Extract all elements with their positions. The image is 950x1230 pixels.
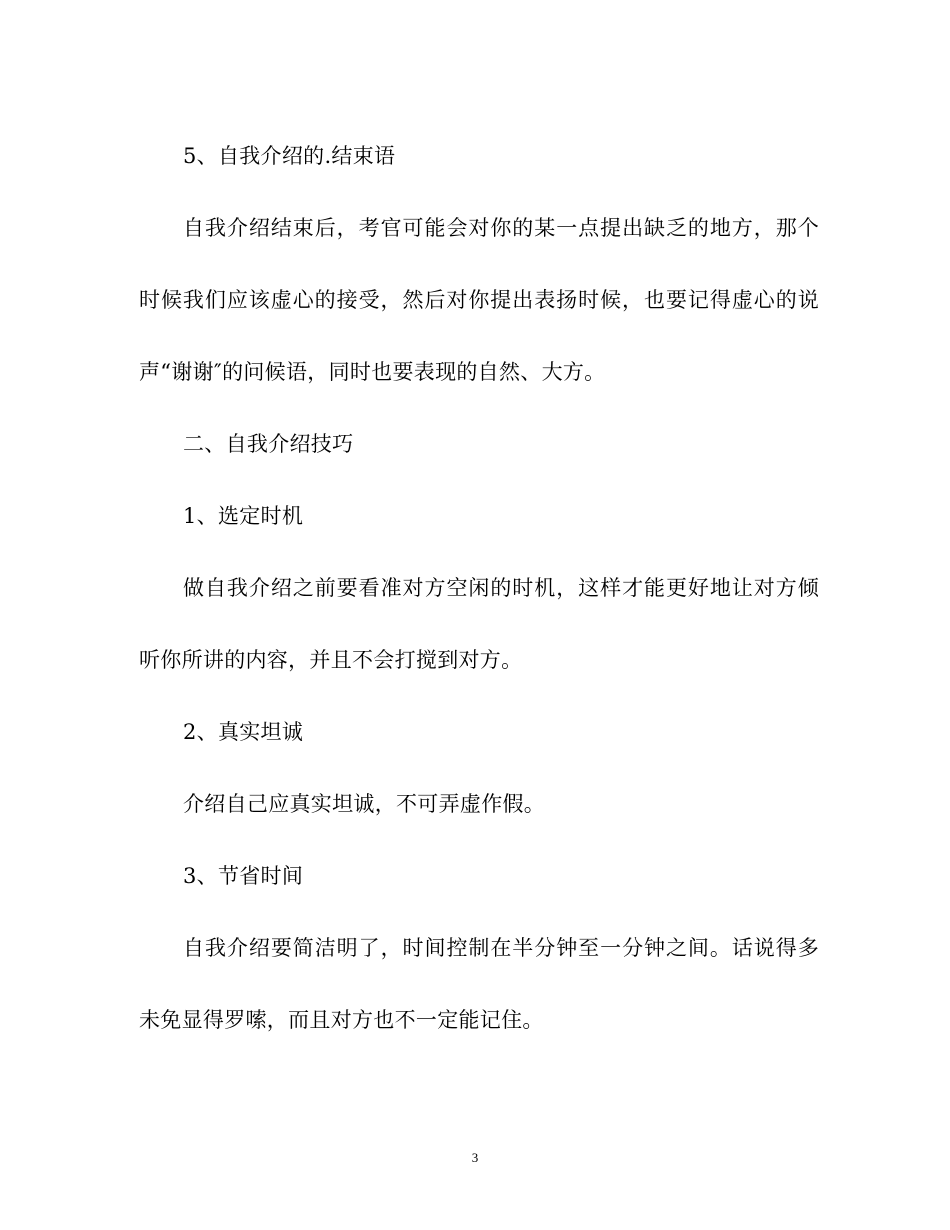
page-number: 3 — [471, 1150, 479, 1165]
paragraph-timing: 做自我介绍之前要看准对方空闲的时机，这样才能更好地让对方倾听你所讲的内容，并且不会打搅到对方。 — [139, 576, 819, 672]
paragraph-honesty: 介绍自己应真实坦诚，不可弄虚作假。 — [183, 792, 546, 816]
paragraph-closing-remarks: 自我介绍结束后，考官可能会对你的某一点提出缺乏的地方，那个时候我们应该虚心的接受，然后对你提出表扬时候，也要记得虚心的说声“谢谢″的问候语，同时也要表现的自然、大方。 — [139, 216, 819, 384]
heading-timing: 1、选定时机 — [183, 504, 304, 528]
paragraph-save-time: 自我介绍要简洁明了，时间控制在半分钟至一分钟之间。话说得多未免显得罗嗦，而且对方也不一定能记住。 — [139, 936, 819, 1032]
heading-honesty: 2、真实坦诚 — [183, 720, 304, 744]
section-heading-techniques: 二、自我介绍技巧 — [183, 432, 354, 456]
heading-closing-remarks: 5、自我介绍的.结束语 — [183, 144, 396, 168]
heading-save-time: 3、节省时间 — [183, 864, 304, 888]
